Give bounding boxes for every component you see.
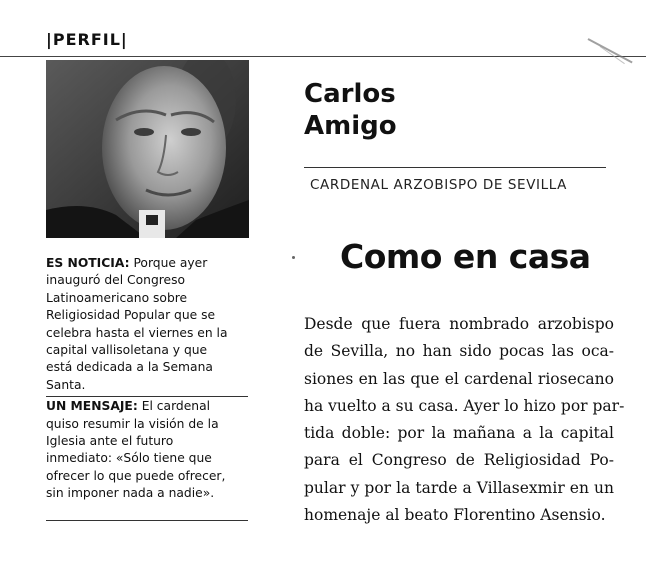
- noticia-line: Latinoamericano sobre: [46, 290, 188, 305]
- profile-last-name: Amigo: [304, 111, 397, 141]
- header-rule: [0, 56, 646, 57]
- noticia-label: ES NOTICIA:: [46, 256, 130, 270]
- mensaje-block: [46, 398, 248, 502]
- noticia-line: está dedicada a la Semana: [46, 360, 213, 375]
- body-line: pular y por la tarde a Villasexmir en un: [304, 478, 614, 497]
- noticia-line: celebra hasta el viernes en la: [46, 325, 228, 340]
- body-line: homenaje al beato Florentino Asensio.: [304, 506, 606, 525]
- sidebar-notes: [46, 255, 248, 503]
- sidebar-divider: [46, 396, 248, 397]
- noticia-line: Porque ayer: [133, 256, 208, 270]
- section-tag: |PERFIL|: [46, 30, 128, 49]
- scan-artifact: [588, 38, 633, 63]
- body-line: Desde que fuera nombrado arzobispo: [304, 315, 614, 333]
- noticia-line: Santa.: [46, 377, 86, 392]
- mensaje-label: UN MENSAJE:: [46, 399, 138, 414]
- body-line: para el Congreso de Religiosidad Po-: [304, 451, 614, 470]
- mensaje-line: ofrecer lo que puede ofrecer,: [46, 468, 226, 483]
- body-line: ha vuelto a su casa. Ayer lo hizo por par-: [304, 396, 625, 415]
- mensaje-line: inmediato: «Sólo tiene que: [46, 451, 212, 466]
- sidebar-bottom-rule: [46, 520, 248, 521]
- body-line: de Sevilla, no han sido pocas las oca-: [304, 342, 614, 361]
- article-body: [304, 311, 625, 529]
- noticia-first-line: [46, 255, 248, 272]
- portrait-photo-icon: [46, 60, 249, 238]
- profile-role: CARDENAL ARZOBISPO DE SEVILLA: [310, 177, 567, 193]
- body-line: siones en las que el cardenal riosecano: [304, 369, 614, 388]
- profile-first-name: Carlos: [304, 79, 396, 109]
- scan-artifact: [292, 256, 295, 259]
- noticia-line: Religiosidad Popular que se: [46, 308, 216, 323]
- mensaje-line: quiso resumir la visión de la: [46, 416, 219, 431]
- mensaje-first-line: [46, 398, 248, 415]
- noticia-line: inauguró del Congreso: [46, 273, 186, 288]
- body-line: tida doble: por la mañana a la capital: [304, 424, 614, 443]
- article-headline: Como en casa: [340, 237, 591, 276]
- noticia-line: capital vallisoletana y que: [46, 343, 208, 358]
- mensaje-line: sin imponer nada a nadie».: [46, 486, 215, 501]
- mensaje-line: El cardenal: [141, 399, 211, 414]
- noticia-block: [46, 255, 248, 394]
- mensaje-line: Iglesia ante el futuro: [46, 434, 174, 449]
- name-divider: [304, 167, 606, 168]
- portrait-photo: [46, 60, 249, 238]
- profile-name: [304, 78, 397, 142]
